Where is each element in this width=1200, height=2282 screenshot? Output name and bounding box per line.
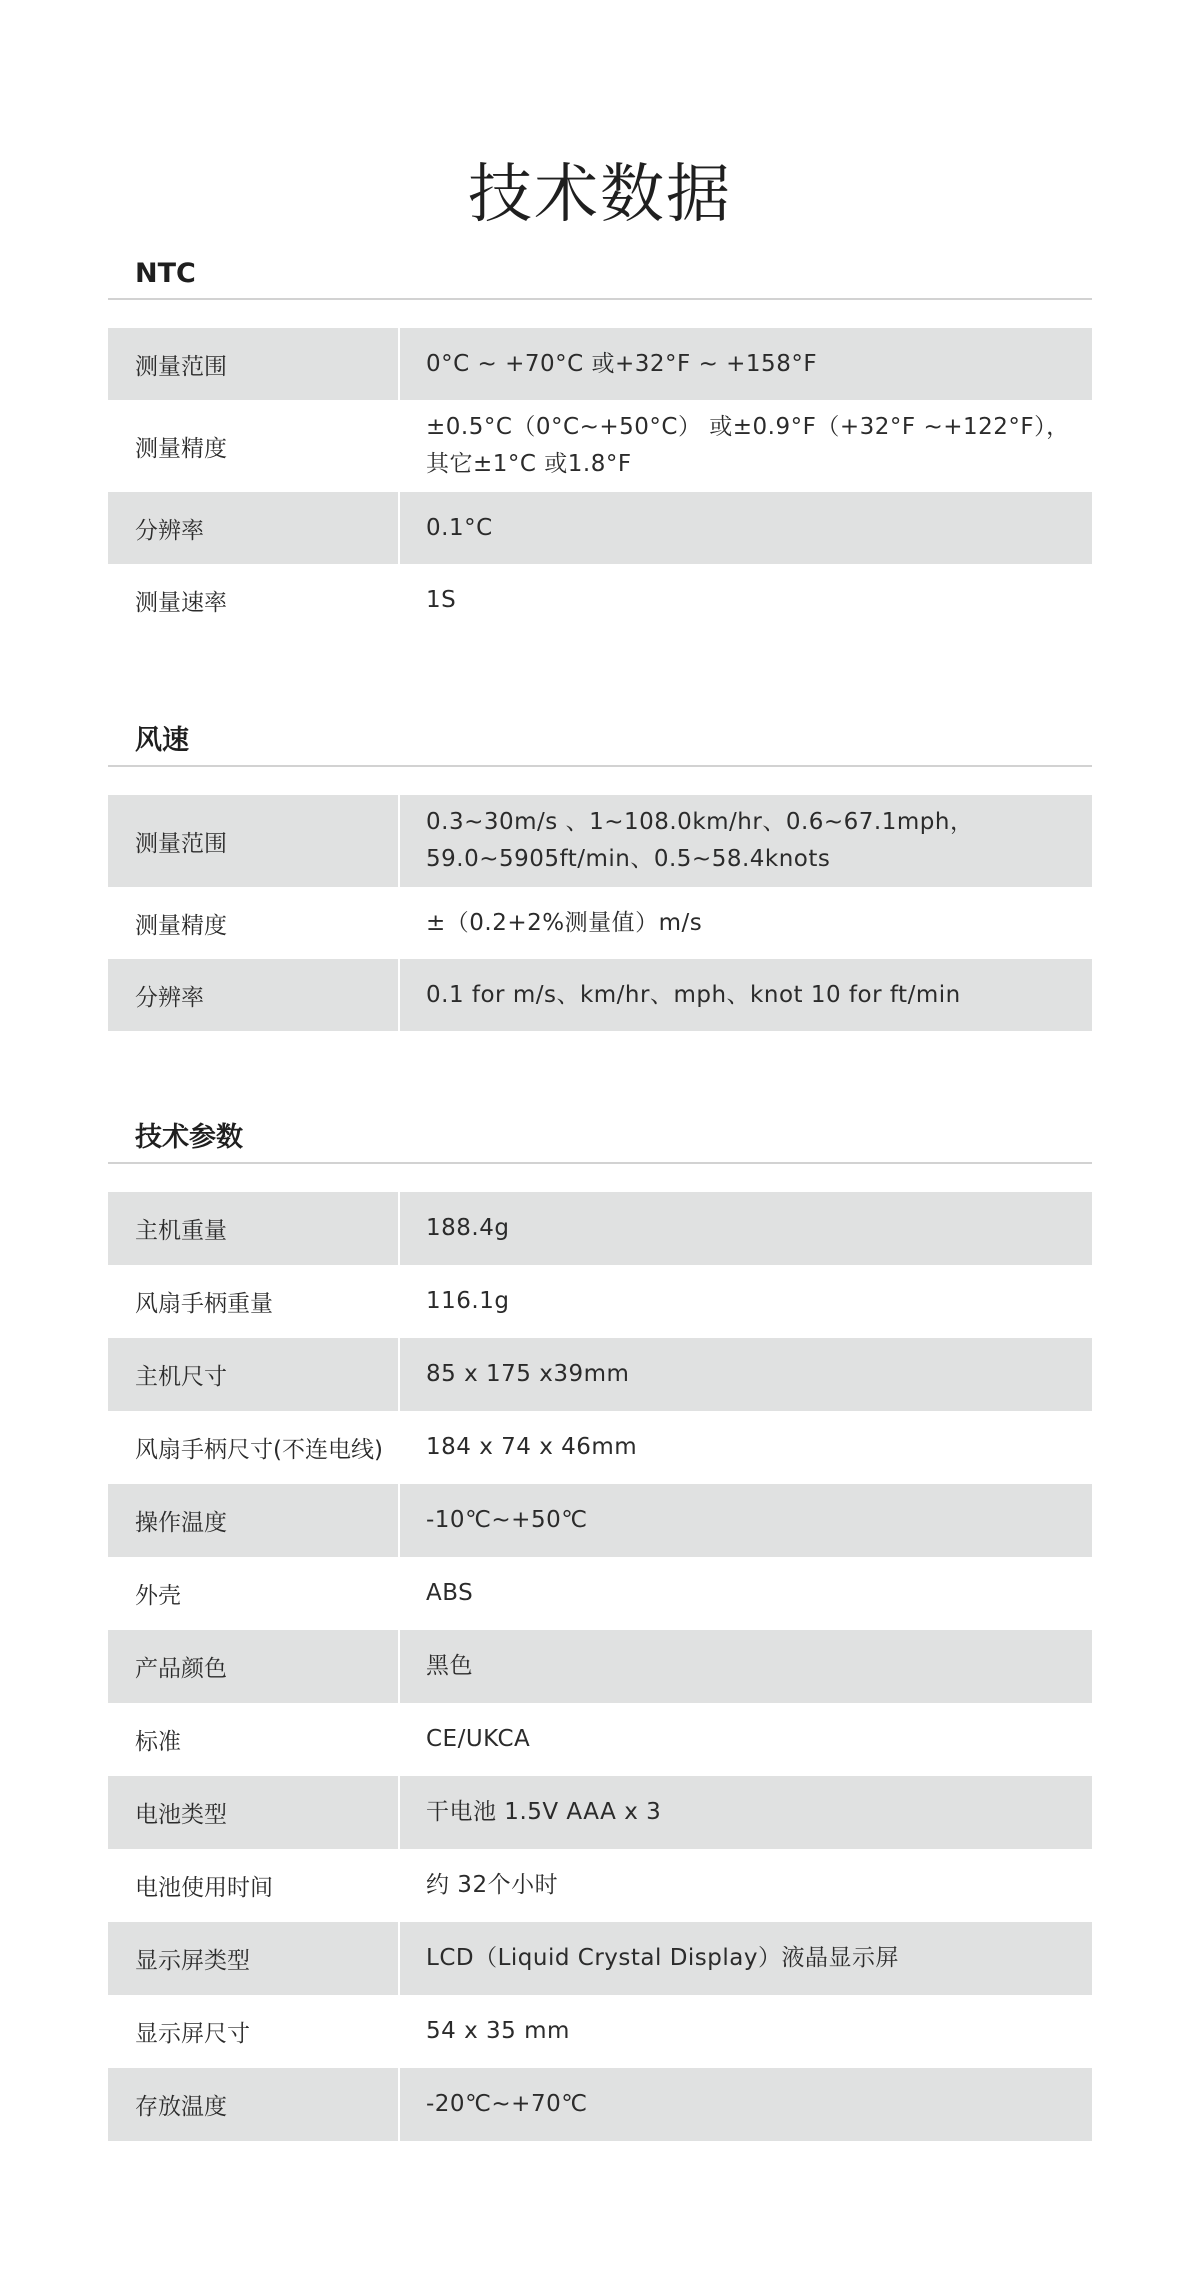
row-value: 0.1 for m/s、km/hr、mph、knot 10 for ft/min — [426, 981, 961, 1008]
row-label: 测量速率 — [108, 564, 400, 636]
row-label: 分辨率 — [108, 959, 400, 1031]
row-label: 操作温度 — [108, 1484, 400, 1557]
spec-table — [108, 1192, 1092, 2141]
table-row — [108, 1338, 1092, 1411]
row-value: ±0.5°C（0°C~+50°C） 或±0.9°F（+32°F ~+122°F），其它±1°C 或1.8°F — [426, 414, 1070, 477]
row-value: -20℃~+70℃ — [426, 2091, 588, 2117]
row-value: -10℃~+50℃ — [426, 1507, 588, 1533]
table-row — [108, 1630, 1092, 1703]
table-row — [108, 1849, 1092, 1922]
table-row — [108, 2068, 1092, 2141]
row-value: 184 x 74 x 46mm — [426, 1434, 638, 1460]
table-row — [108, 328, 1092, 400]
row-label: 电池使用时间 — [108, 1849, 400, 1922]
table-row — [108, 1265, 1092, 1338]
row-label: 风扇手柄尺寸(不连电线) — [108, 1411, 400, 1484]
row-value: 约 32个小时 — [426, 1872, 559, 1898]
row-value: 干电池 1.5V AAA x 3 — [426, 1799, 662, 1825]
row-value: 54 x 35 mm — [426, 2018, 570, 2044]
row-label: 电池类型 — [108, 1776, 400, 1849]
row-label: 标准 — [108, 1703, 400, 1776]
row-value: 116.1g — [426, 1288, 510, 1314]
table-row — [108, 959, 1092, 1031]
row-label: 存放温度 — [108, 2068, 400, 2141]
row-label: 外壳 — [108, 1557, 400, 1630]
row-label: 显示屏类型 — [108, 1922, 400, 1995]
section-wind-speed — [108, 717, 1092, 1031]
section-ntc — [108, 250, 1092, 636]
section-heading: NTC — [108, 250, 1092, 300]
table-row — [108, 1192, 1092, 1265]
row-value: LCD（Liquid Crystal Display）液晶显示屏 — [426, 1945, 899, 1971]
section-heading: 技术参数 — [108, 1114, 1092, 1164]
section-heading: 风速 — [108, 717, 1092, 767]
row-value: ±（0.2+2%测量值）m/s — [426, 909, 703, 936]
row-value: CE/UKCA — [426, 1726, 531, 1752]
row-value: 188.4g — [426, 1215, 510, 1241]
row-label: 测量范围 — [108, 795, 400, 887]
spec-table — [108, 795, 1092, 1031]
table-row — [108, 1703, 1092, 1776]
table-row — [108, 1995, 1092, 2068]
row-label: 测量精度 — [108, 887, 400, 959]
page-title: 技术数据 — [468, 157, 732, 232]
section-tech-params — [108, 1114, 1092, 2141]
row-value: 黑色 — [426, 1653, 473, 1679]
row-label: 产品颜色 — [108, 1630, 400, 1703]
table-row — [108, 795, 1092, 887]
table-row — [108, 1484, 1092, 1557]
row-label: 测量范围 — [108, 328, 400, 400]
table-row — [108, 887, 1092, 959]
row-label: 风扇手柄重量 — [108, 1265, 400, 1338]
row-value: 0°C ~ +70°C 或+32°F ~ +158°F — [426, 350, 818, 377]
row-value: 0.1°C — [426, 514, 493, 541]
table-row — [108, 1776, 1092, 1849]
row-label: 主机尺寸 — [108, 1338, 400, 1411]
row-label: 显示屏尺寸 — [108, 1995, 400, 2068]
row-value: ABS — [426, 1580, 474, 1606]
spec-table — [108, 328, 1092, 636]
row-value: 0.3~30m/s 、1~108.0km/hr、0.6~67.1mph，59.0~5905ft/min、0.5~58.4knots — [426, 809, 974, 872]
row-label: 分辨率 — [108, 492, 400, 564]
table-row — [108, 400, 1092, 492]
table-row — [108, 1411, 1092, 1484]
table-row — [108, 564, 1092, 636]
row-value: 1S — [426, 586, 457, 613]
table-row — [108, 1557, 1092, 1630]
row-value: 85 x 175 x39mm — [426, 1361, 630, 1387]
row-label: 主机重量 — [108, 1192, 400, 1265]
table-row — [108, 1922, 1092, 1995]
row-label: 测量精度 — [108, 400, 400, 492]
table-row — [108, 492, 1092, 564]
